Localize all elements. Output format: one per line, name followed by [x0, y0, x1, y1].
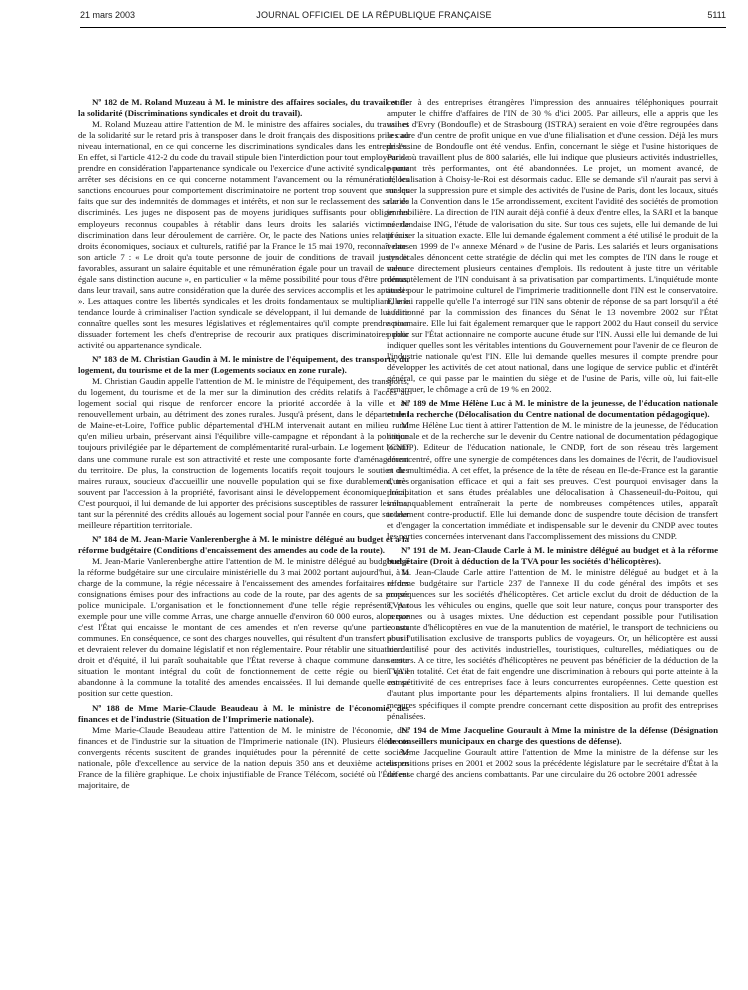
- question-194: [387, 725, 718, 780]
- journal-title: JOURNAL OFFICIEL DE LA RÉPUBLIQUE FRANÇAISE: [256, 10, 492, 20]
- question-body: M. Roland Muzeau attire l'attention de M. le ministre des affaires sociales, du travail et de la solidarité sur le retard pris à transposer dans le droit français des dispositions prises au niveau international, en ce qui concerne les discriminations syndicales dans les entreprises. En effet, si l'article 412-2 du code du travail stipule bien l'interdiction pour tout employeur de prendre en considération l'appartenance syndicale ou l'exercice d'une activité syndicale pour arrêter ses décisions en ce qui concerne notamment l'avancement ou la rémunération, les sanctions encourues pour comportement discriminatoire ne portent trop souvent que sur les faits que sur des indemnités de dommages et intérêts, et non sur le reclassement des salariés discriminés. Les juges ne disposent pas de moyens juridiques suffisants pour obliger les employeurs reconnus coupables à rétablir dans leurs droits les salariés victimes de discrimination dans leur déroulement de carrière. Or, le pacte des Nations unies relatif aux droits économiques, sociaux et culturels, ratifié par la France le 15 mai 1970, reconnaît dans son article 7 : « Le droit qu'a toute personne de jouir de conditions de travail justes et favorables, assurant un salaire équitable et une rémunération égale pour un travail de valeur égale sans distinction aucune », en particulier « la même possibilité pour tous d'être promus, dans leur travail, sans autre considération que la durée des services accomplis et les aptitudes ». Les attaques contre les libertés syndicales et les droits fondamentaux se multipliant, une tendance lourde à criminaliser l'action syndicale se développant, il lui demande de lui faire connaître quelles sont les mesures législatives et réglementaires qu'il compte prendre pour dissuader fortement les chefs d'entreprise de recourir aux pratiques discriminatoires pour activité ou appartenance syndicale.: [78, 119, 409, 351]
- question-182: [78, 97, 409, 351]
- page-number: 5111: [707, 10, 726, 20]
- question-heading: Nº 191 de M. Jean-Claude Carle à M. le ministre délégué au budget et à la réforme budgétaire (Droit à déduction de la TVA pour les sociétés d'hélicoptères).: [387, 544, 718, 566]
- running-head: [0, 10, 748, 24]
- question-183: [78, 354, 409, 531]
- question-188: [78, 703, 409, 791]
- question-body: M. Jean-Marie Vanlerenberghe attire l'attention de M. le ministre délégué au budget et à la réforme budgétaire sur une circulaire ministérielle du 3 mai 2002 portant aujourd'hui, à la charge de la commune, la régie nécessaire à l'encaissement des amendes forfaitaires et des consignations émises pour des infractions au code de la route, par des agents de sa propre police municipale. L'organisation et le fonctionnement d'une telle régie représente, par exemple pour une ville comme Arras, une charge annuelle d'environ 60 000 euros, alors que c'est l'État qui encaisse le montant de ces amendes et n'en reverse qu'une partie aux communes. En conséquence, ce sont des charges nouvelles, qui résultent d'un transfert abusif et devraient relever du domaine législatif et non réglementaire. Pour rétablir une situation de droit et d'équité, il lui paraît souhaitable que l'État reverse à chaque commune dans cette situation le montant intégral du coût de fonctionnement de cette régie ou bien qu'il abandonne à la commune la totalité des amendes encaissées. Il lui demande quelle est sa position sur cette question.: [78, 555, 409, 699]
- question-188-continued: [387, 97, 718, 395]
- question-body: Mme Jacqueline Gourault attire l'attention de Mme la ministre de la défense sur les dispositions prises en 2001 et 2002 sous la précédente législature par le secrétaire d'État à la défense chargé des anciens combattants. Par une circulaire du 26 octobre 2001 adressée: [387, 746, 718, 779]
- question-body: Mme Hélène Luc tient à attirer l'attention de M. le ministre de la jeunesse, de l'éducation nationale et de la recherche sur le devenir du Centre national de documentation pédagogique (CNDP). Editeur de l'éducation nationale, le CNDP, fort de son réseau très largement déconcentré, offre une synergie de compétences dans les domaines de l'écrit, de l'audiovisuel et du multimédia. A cet effet, la présence de la tête de réseau en Ile-de-France est la garantie d'une organisation efficace et qui a fait ses preuves. C'est pourquoi envisager dans la précipitation et sans études préalables une délocalisation à Chasseneuil-du-Poitou, qui immanquablement entraînerait la perte de nombreuses compétences utiles, apparaît totalement contre-productif. Elle lui demande donc de suspendre toute décision de transfert et d'engager la concertation immédiate et indispensable sur le devenir du CNDP avec toutes les parties concernées intervenant dans l'accomplissement des missions du CNDP.: [387, 420, 718, 541]
- question-body: Mme Marie-Claude Beaudeau attire l'attention de M. le ministre de l'économie, des finances et de l'industrie sur la situation de l'Imprimerie nationale (IN). Plusieurs éléments convergents récents suscitent de grandes inquiétudes pour la pérennité de cette société nationale, pôle d'excellence au service de la nation depuis 350 ans et deuxième acteur en France de la filière graphique. Le choix injustifiable de France Télécom, société où l'État est majoritaire, de: [78, 724, 409, 790]
- question-184: [78, 534, 409, 700]
- question-heading: Nº 188 de Mme Marie-Claude Beaudeau à M. le ministre de l'économie, des finances et de l'industrie (Situation de l'Imprimerie nationale).: [78, 702, 409, 724]
- question-heading: Nº 184 de M. Jean-Marie Vanlerenberghe à M. le ministre délégué au budget et à la réforme budgétaire (Conditions d'encaissement des amendes au code de la route).: [78, 533, 409, 555]
- question-heading: Nº 194 de Mme Jacqueline Gourault à Mme la ministre de la défense (Désignation de conseillers municipaux en charge des questions de défense).: [387, 724, 718, 746]
- question-heading: Nº 182 de M. Roland Muzeau à M. le ministre des affaires sociales, du travail et de la solidarité (Discriminations syndicales et droit du travail).: [78, 97, 409, 119]
- question-heading: Nº 183 de M. Christian Gaudin à M. le ministre de l'équipement, des transports, du logement, du tourisme et de la mer (Logements sociaux en zone rurale).: [78, 354, 409, 376]
- left-column: [78, 97, 409, 985]
- question-heading: Nº 189 de Mme Hélène Luc à M. le ministre de la jeunesse, de l'éducation nationale et de la recherche (Délocalisation du Centre national de documentation pédagogique).: [387, 398, 718, 420]
- question-body: M. Jean-Claude Carle attire l'attention de M. le ministre délégué au budget et à la réforme budgétaire sur l'article 237 de l'annexe II du code général des impôts et ses conséquences sur les sociétés d'hélicoptères. Cet article exclut du droit de déduction de la TVA tous les véhicules ou engins, quelle que soit leur nature, conçus pour transporter des personnes ou à usages mixtes. Une déduction est cependant possible pour l'utilisation constante d'hélicoptères en vue de la manutention de matériel, le transport de techniciens ou pour l'utilisation exclusive de transports publics de voyageurs. Or, un hélicoptère est aussi bien utilisé pour des activités industrielles, touristiques, culturelles, médiatiques ou de secours. A ce titre, les sociétés d'hélicoptères ne peuvent pas bénéficier de la déduction de la TVA en totalité. Cet état de fait engendre une discrimination à rebours qui porte atteinte à la compétitivité de ces entreprises face à leurs concurrentes européennes. Cette question est d'autant plus importante pour les départements alpins frontaliers. Il lui demande quelles mesures spécifiques il compte prendre concernant cette disposition au profit des entreprises pénalisées.: [387, 566, 718, 721]
- question-body: M. Christian Gaudin appelle l'attention de M. le ministre de l'équipement, des transports, du logement, du tourisme et de la mer sur la diminution des crédits relatifs à l'accès au logement social qui risque de renforcer encore la priorité accordée à la ville et au renouvellement urbain, au détriment des zones rurales. Jusqu'à présent, dans le département de Maine-et-Loire, l'office public départemental d'HLM intervenait autant en milieu rural qu'en milieu urbain, préservant ainsi l'équilibre ville-campagne et répondant à la politique toujours privilégiée par le département de complémentarité rural-urbain. Le logement locatif dans une commune rurale est son attractivité et reste une composante forte d'aménagement du territoire. De plus, la construction de logements locatifs reçoit toujours le soutien des maires ruraux, soucieux d'accueillir une nouvelle population qui se fixe durablement, très souvent par l'accession à la propriété, favorisant ainsi le développement économique local. C'est pourquoi, il lui demande de lui apporter des précisions susceptibles de rassurer les élus, tant sur la pérennité des crédits alloués au logement social pour l'année en cours, que sur leur meilleure répartition territoriale.: [78, 376, 409, 530]
- question-189: [387, 398, 718, 542]
- question-191: [387, 545, 718, 722]
- question-body: confier à des entreprises étrangères l'impression des annuaires téléphoniques pourrait amputer le chiffre d'affaires de l'IN de 30 % d'ici 2005. Par ailleurs, elle a appris que les usines d'Evry (Bondoufle) et de Strasbourg (ISTRA) seraient en voie d'être regroupées dans le cadre d'un centre de profit unique en vue d'une filialisation et d'une cession. Déjà les murs de l'usine de Bondoufle ont été vendus. Enfin, concernant le siège et l'usine historiques de Paris où travaillent plus de 800 salariés, elle lui indique que plusieurs activités industrielles, pourtant très performantes, ont été abandonnées. Le projet, un moment avancé, de délocalisation à Choisy-le-Roi est désormais caduc. Elle se demande s'il n'aurait pas servi à masquer la suppression pure et simple des activités de l'usine de Paris, dont les locaux, situés rue de la Convention dans le 15e arrondissement, excitent l'avidité des sociétés de promotion immobilière. La direction de l'IN aurait déjà confié à deux d'entre elles, la SARI et la banque néerlandaise ING, l'étude de valorisation du site. Sur tous ces sujets, elle lui demande de lui préciser la situation exacte. Elle lui demande également comment a été utilisé le produit de la vente en 1999 de l'« annexe Ménard » de l'usine de Paris. Les salariés et leurs organisations syndicales dénoncent cette stratégie de déclin qui met les comptes de l'IN dans le rouge et menace directement plusieurs centaines d'emplois. Ils redoutent à juste titre un véritable démantèlement de l'IN conduisant à sa privatisation par compartiments. L'inquiétude monte aussi pour le patrimoine culturel de l'imprimerie traditionnelle dont l'IN est le conservatoire. Elle lui rappelle qu'elle l'a interrogé sur l'IN sans obtenir de réponse de sa part lorsqu'il a été auditionné par la commission des finances du Sénat le 13 novembre 2002 sur l'État actionnaire. Elle lui fait également remarquer que le rapport 2002 du Haut conseil du service public sur l'État actionnaire ne comporte aucune étude sur l'IN. Aussi elle lui demande de lui indiquer quelles sont les véritables intentions du Gouvernement pour l'avenir de ce fleuron de l'industrie nationale qu'est l'IN. Elle lui demande quelles mesures il compte prendre pour développer les activités de cet atout national, dans une logique de service public et d'intérêt général, ce qui passe par le maintien du siège et de l'usine de Paris, ville où, lui fait-elle remarquer, le chômage a crû de 19 % en 2002.: [387, 97, 718, 395]
- issue-date: 21 mars 2003: [80, 10, 136, 20]
- right-column: [387, 97, 718, 985]
- header-rule: [80, 27, 726, 28]
